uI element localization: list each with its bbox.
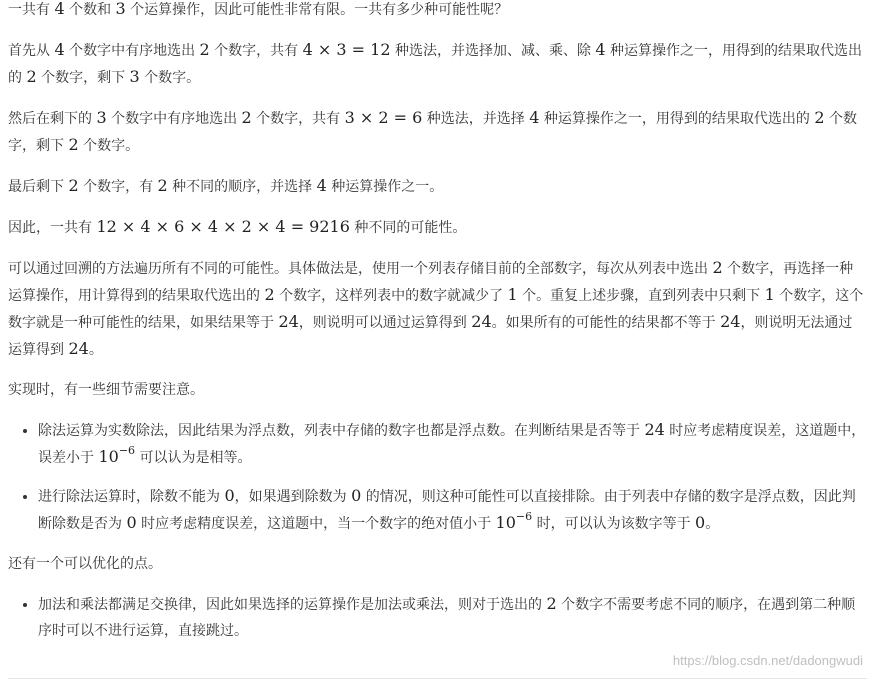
paragraph-details-heading: 实现时，有一些细节需要注意。 [8,382,204,398]
list-item: • 进行除法运算时，除数不能为 0，如果遇到除数为 0 的情况，则这种可能性可以直接排除。由于列表中存储的数字是浮点数，因此判断除数是否为 0 时应考虑精度误差，这道题中，当一个数字的绝对值小于 $10^{-6}$ 时，可以认为该数字等于 0。 [38,483,866,537]
details-list [8,417,866,537]
optimization-list [8,591,866,644]
paragraph-optimization-heading: 还有一个可以优化的点。 [8,556,162,572]
paragraph-backtracking: 可以通过回溯的方法遍历所有不同的可能性。具体做法是，使用一个列表存储目前的全部数字，每次从列表中选出 2 个数字，再选择一种运算操作，用计算得到的结果取代选出的 2 个数字，这样列表中的数字就减少了 1 个。重复上述步骤，直到列表中只剩下 1 个数字，这个数字就是一种可能性的结果，如果结果等于 24，则说明可以通过运算得到 24。如果所有的可能性的结果都不等于 24，则说明无法通过运算得到 24。 [8,258,864,358]
list-item: • 除法运算为实数除法，因此结果为浮点数，列表中存储的数字也都是浮点数。在判断结果是否等于 24 时应考虑精度误差，这道题中，误差小于 $10^{-6}$ 可以认为是相等。 [38,417,866,471]
paragraph-total: 因此，一共有 12 × 4 × 6 × 4 × 2 × 4 = 9216 种不同的可能性。 [8,217,467,236]
paragraph-intro: 一共有 4 个数和 3 个运算操作，因此可能性非常有限。一共有多少种可能性呢？ [8,0,509,18]
paragraph-step-3: 最后剩下 2 个数字，有 2 种不同的顺序，并选择 4 种运算操作之一。 [8,176,444,195]
paragraph-step-2: 然后在剩下的 3 个数字中有序地选出 2 个数字，共有 3 × 2 = 6 种选法，并选择 4 种运算操作之一，用得到的结果取代选出的 2 个数字，剩下 2 个数字。 [8,108,857,154]
list-item: • 加法和乘法都满足交换律，因此如果选择的运算操作是加法或乘法，则对于选出的 2 个数字不需要考虑不同的顺序，在遇到第二种顺序时可以不进行运算，直接跳过。 [38,591,866,644]
watermark: https://blog.csdn.net/dadongwudi [672,653,863,668]
divider [8,678,867,679]
article-body [8,0,866,658]
paragraph-step-1: 首先从 4 个数字中有序地选出 2 个数字，共有 4 × 3 = 12 种选法，并选择加、减、乘、除 4 种运算操作之一，用得到的结果取代选出的 2 个数字，剩下 3 个数字。 [8,40,863,86]
